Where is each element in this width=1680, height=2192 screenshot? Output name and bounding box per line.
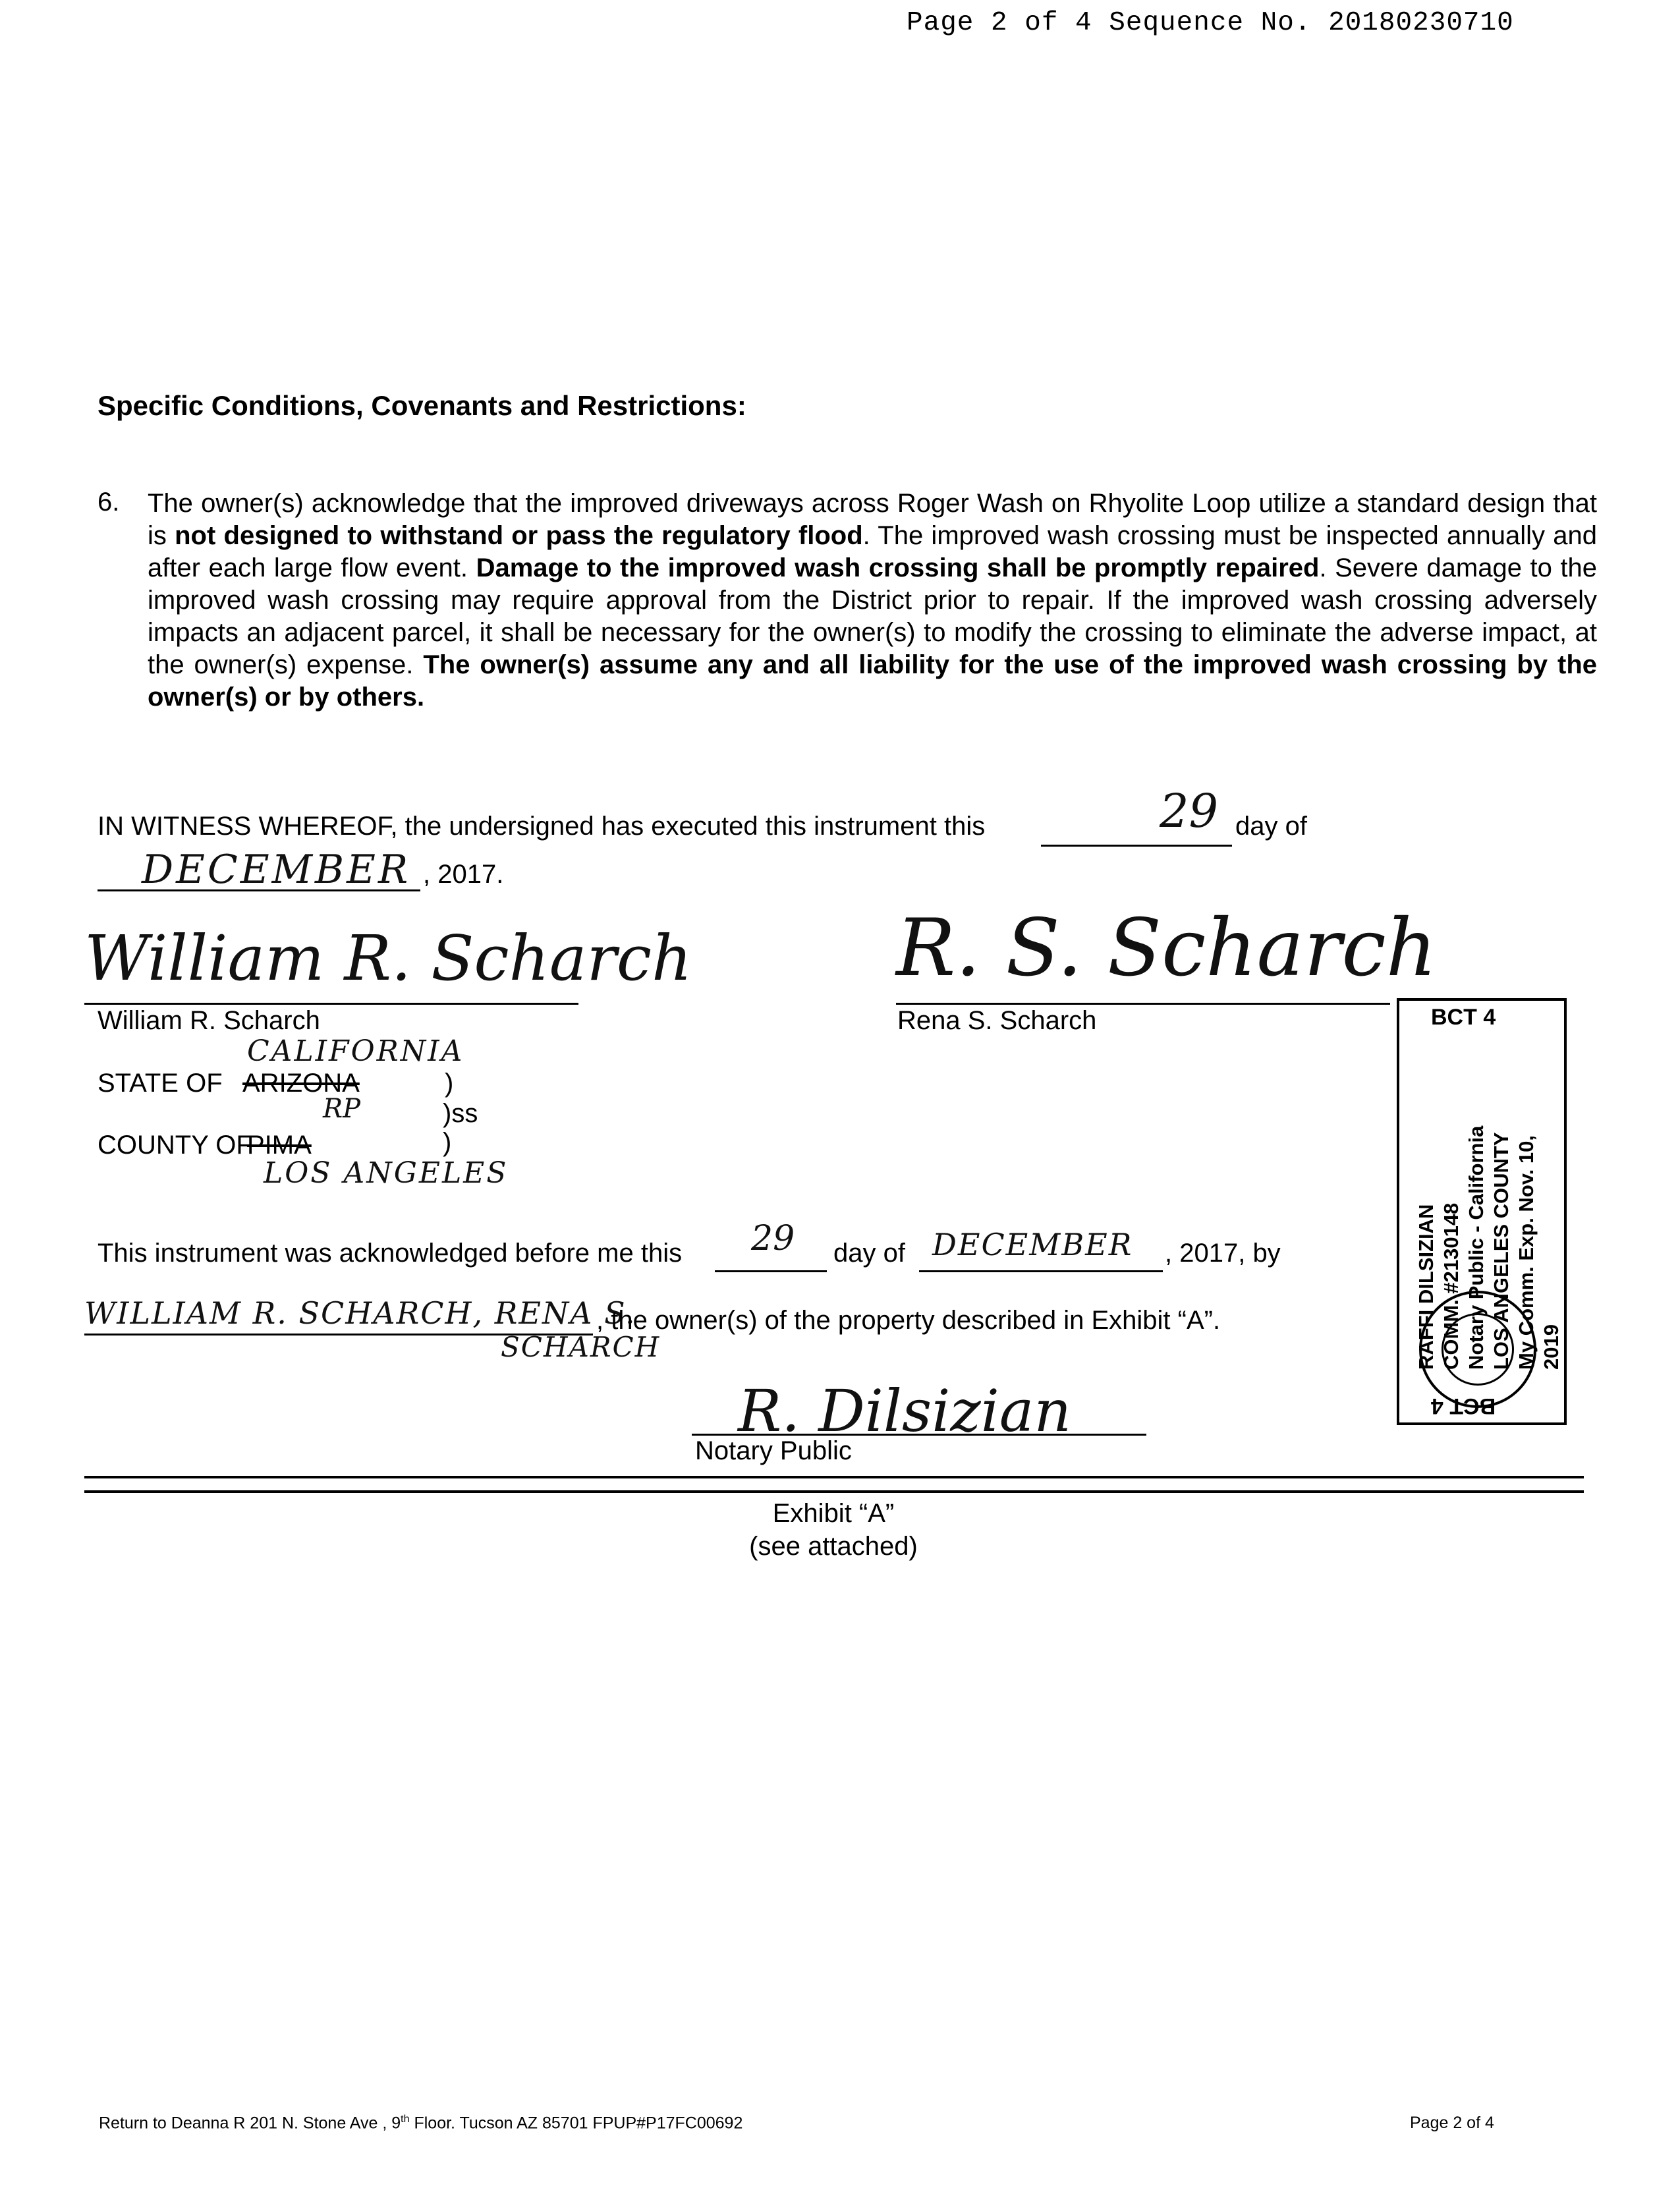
county-label: COUNTY OF bbox=[98, 1131, 252, 1160]
ack-names-handwritten: WILLIAM R. SCHARCH, RENA S. bbox=[84, 1295, 636, 1331]
page-header: Page 2 of 4 Sequence No. 20180230710 bbox=[907, 8, 1514, 38]
exhibit-title: Exhibit “A” bbox=[772, 1499, 895, 1528]
witness-month-handwritten: DECEMBER bbox=[142, 847, 411, 893]
county-paren: ) bbox=[443, 1128, 452, 1157]
ack-month-line bbox=[919, 1270, 1163, 1272]
witness-day-handwritten: 29 bbox=[1160, 784, 1219, 838]
witness-day-suffix: day of bbox=[1235, 812, 1307, 841]
state-handwritten: CALIFORNIA bbox=[247, 1034, 464, 1068]
footer-left-sup: th bbox=[401, 2114, 410, 2125]
notary-label: Notary Public bbox=[695, 1436, 852, 1465]
county-struck: PIMA bbox=[247, 1131, 312, 1160]
ack-year: , 2017, by bbox=[1165, 1239, 1281, 1268]
state-paren: ) bbox=[445, 1069, 454, 1098]
footer-left: Return to Deanna R 201 N. Stone Ave , 9 bbox=[99, 2114, 401, 2133]
witness-day-line bbox=[1041, 845, 1232, 847]
signer-name-left: William R. Scharch bbox=[98, 1006, 320, 1035]
ack-names-cont-handwritten: SCHARCH bbox=[501, 1331, 661, 1363]
divider-top bbox=[84, 1476, 1584, 1478]
ack-day-handwritten: 29 bbox=[751, 1219, 795, 1258]
state-label: STATE OF bbox=[98, 1069, 223, 1098]
condition-bold-1: not designed to withstand or pass the regulatory flood bbox=[175, 521, 863, 550]
stamp-line-1: RAFFI DILSIZIAN bbox=[1414, 1204, 1438, 1370]
condition-part-3: . Severe damage to the improved wash crossing may require approval from the District prior to repair. If the improved wash crossing adversely impacts an adjacent parcel, it shall be necessary for the owner(s) to modify the crossing to eliminate the adverse impact, at the owner(s) expense. bbox=[148, 553, 1598, 679]
state-struck: ARIZONA bbox=[242, 1069, 360, 1098]
divider-bottom bbox=[84, 1490, 1584, 1493]
witness-prefix: IN WITNESS WHEREOF, the undersigned has executed this instrument this bbox=[98, 812, 986, 841]
signature-line-right bbox=[896, 1003, 1390, 1005]
footer-page: Page 2 of 4 bbox=[1410, 2114, 1494, 2132]
change-initials: RP bbox=[323, 1094, 361, 1124]
condition-bold-2: Damage to the improved wash crossing shall be promptly repaired bbox=[476, 553, 1320, 582]
stamp-line-2: COMM. #2130148 bbox=[1440, 1202, 1463, 1370]
condition-part-2: . The improved wash crossing must be inspected annually and after each large flow event. bbox=[148, 521, 1598, 582]
stamp-top-code: BCT 4 bbox=[1431, 1005, 1496, 1030]
condition-part-1: The owner(s) acknowledge that the improved driveways across Roger Wash on Rhyolite Loop utilize a standard design that is bbox=[148, 489, 1597, 550]
witness-year: , 2017. bbox=[423, 860, 504, 889]
notary-stamp bbox=[1397, 998, 1567, 1425]
stamp-bottom-code: BCT 4 bbox=[1431, 1393, 1496, 1419]
footer-return-address bbox=[99, 2114, 742, 2133]
condition-bold-3: The owner(s) assume any and all liability for the use of the improved wash crossing by the owner(s) or by others. bbox=[148, 650, 1597, 712]
signature-line-left bbox=[84, 1003, 578, 1005]
state-seal-icon bbox=[1419, 1291, 1536, 1408]
notary-line bbox=[692, 1434, 1146, 1436]
notary-signature: R. Dilsizian bbox=[738, 1377, 1071, 1445]
section-title: Specific Conditions, Covenants and Restrictions: bbox=[98, 390, 746, 421]
exhibit-note: (see attached) bbox=[749, 1532, 918, 1561]
ack-day-of: day of bbox=[833, 1239, 905, 1268]
stamp-line-3: Notary Public - California bbox=[1465, 1125, 1488, 1370]
ack-month-handwritten: DECEMBER bbox=[932, 1227, 1133, 1262]
signer-name-right: Rena S. Scharch bbox=[897, 1006, 1097, 1035]
condition-number: 6. bbox=[98, 488, 120, 517]
condition-text bbox=[148, 488, 1597, 714]
ss-label: )ss bbox=[443, 1099, 478, 1128]
ack-day-line bbox=[715, 1270, 827, 1272]
signature-rena: R. S. Scharch bbox=[896, 903, 1437, 994]
stamp-line-5: My Comm. Exp. Nov. 10, 2019 bbox=[1515, 1135, 1563, 1370]
ack-prefix: This instrument was acknowledged before me this bbox=[98, 1239, 683, 1268]
signature-william: William R. Scharch bbox=[84, 922, 692, 995]
county-handwritten: LOS ANGELES bbox=[264, 1156, 509, 1190]
stamp-line-4: LOS ANGELES COUNTY bbox=[1490, 1132, 1513, 1370]
footer-left-rest: Floor. Tucson AZ 85701 FPUP#P17FC00692 bbox=[409, 2114, 743, 2133]
ack-suffix: , the owner(s) of the property described in Exhibit “A”. bbox=[596, 1306, 1221, 1335]
